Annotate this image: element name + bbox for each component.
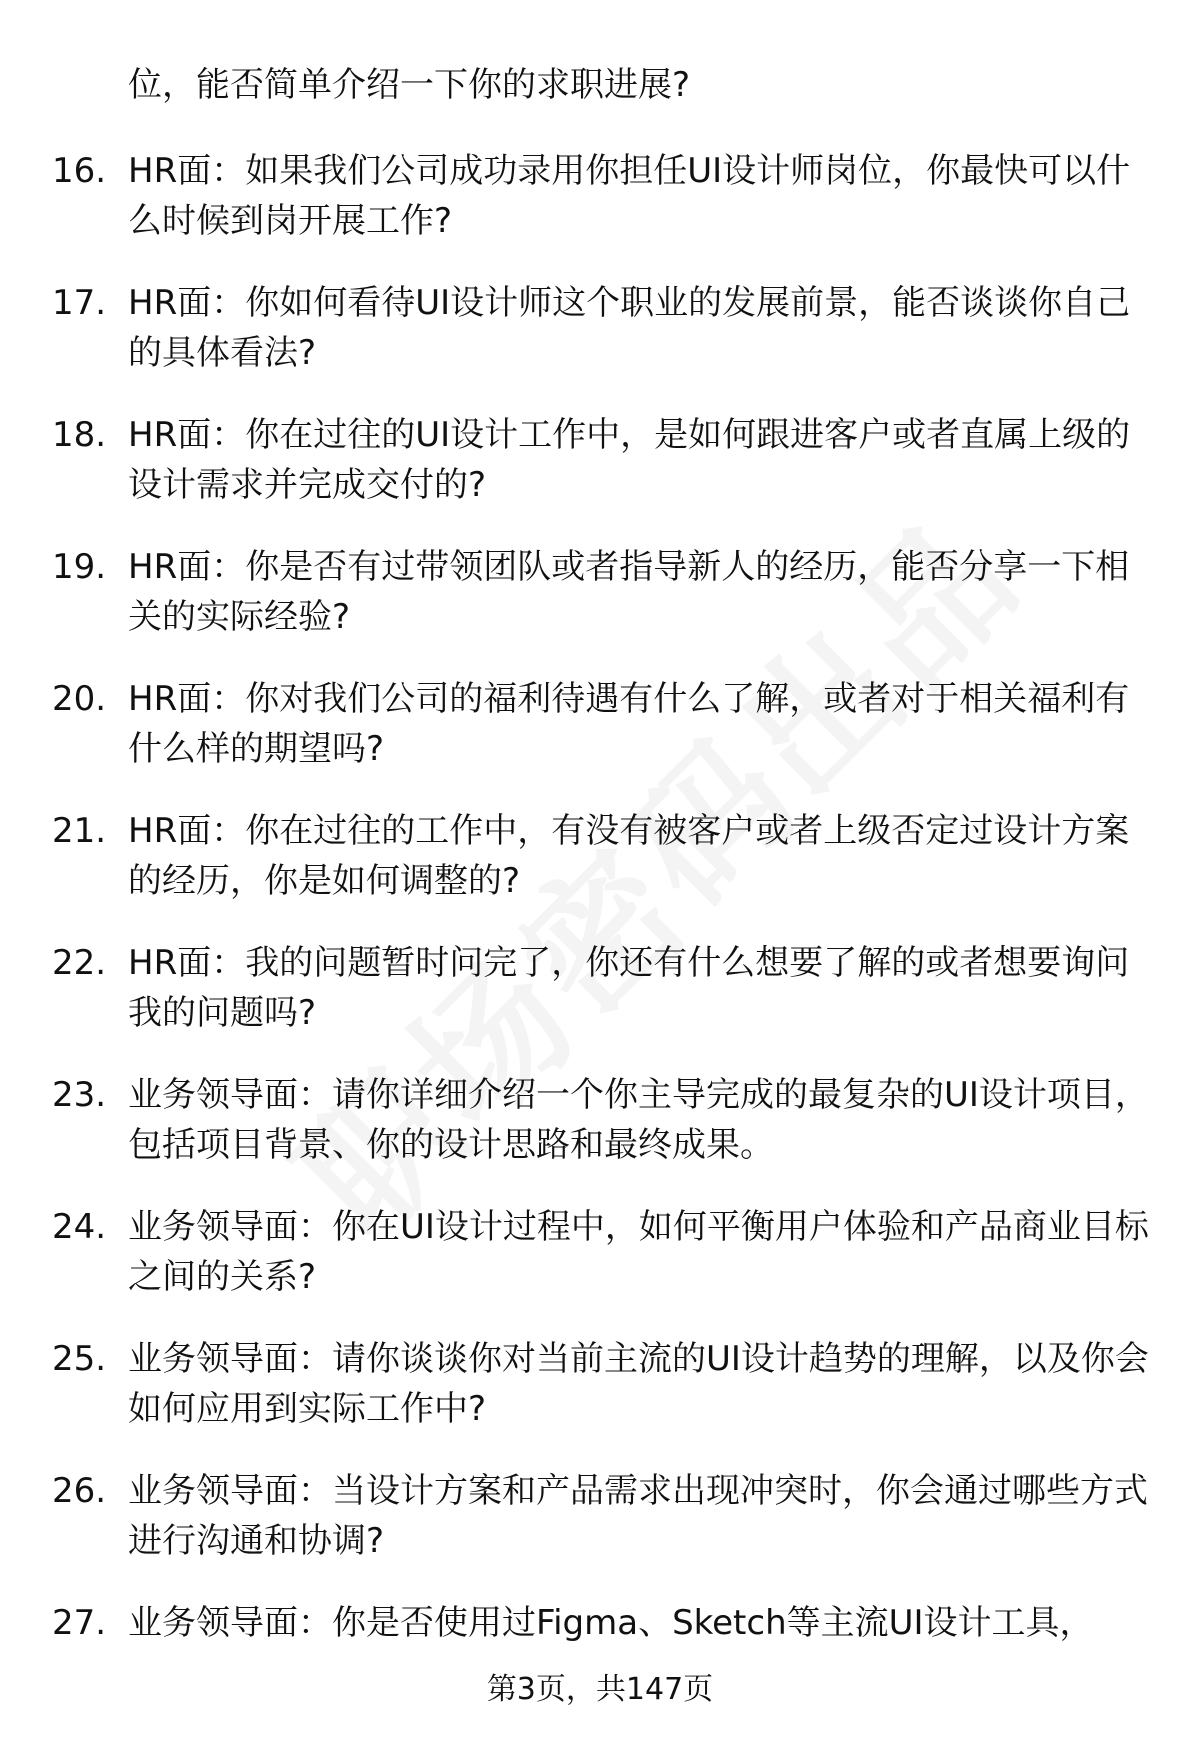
question-list — [0, 146, 1200, 1730]
question-item — [0, 542, 1200, 674]
question-text: HR面：你对我们公司的福利待遇有什么了解，或者对于相关福利有什么样的期望吗? — [128, 679, 1130, 769]
question-item — [0, 1202, 1200, 1334]
question-text: HR面：我的问题暂时问完了，你还有什么想要了解的或者想要询问我的问题吗? — [128, 943, 1130, 1033]
question-number: 26. — [52, 1471, 107, 1511]
question-text: HR面：你如何看待UI设计师这个职业的发展前景，能否谈谈你自己的具体看法? — [128, 283, 1131, 373]
question-number: 27. — [52, 1603, 107, 1643]
question-number: 22. — [52, 943, 107, 983]
question-item — [0, 806, 1200, 938]
question-number: 25. — [52, 1339, 107, 1379]
question-item — [0, 278, 1200, 410]
question-number: 24. — [52, 1207, 107, 1247]
question-item — [0, 1070, 1200, 1202]
question-text: 业务领导面：请你谈谈你对当前主流的UI设计趋势的理解，以及你会如何应用到实际工作中? — [128, 1339, 1149, 1429]
question-number: 16. — [52, 151, 107, 191]
question-number: 17. — [52, 283, 107, 323]
question-text: HR面：如果我们公司成功录用你担任UI设计师岗位，你最快可以什么时候到岗开展工作? — [128, 151, 1131, 241]
question-text: 业务领导面：你是否使用过Figma、Sketch等主流UI设计工具， — [128, 1603, 1094, 1643]
question-text: 业务领导面：你在UI设计过程中，如何平衡用户体验和产品商业目标之间的关系? — [128, 1207, 1149, 1297]
question-number: 21. — [52, 811, 107, 851]
question-number: 19. — [52, 547, 107, 587]
question-number: 23. — [52, 1075, 107, 1115]
question-item — [0, 410, 1200, 542]
question-number: 18. — [52, 415, 107, 455]
question-item — [0, 674, 1200, 806]
question-text: HR面：你在过往的UI设计工作中，是如何跟进客户或者直属上级的设计需求并完成交付的? — [128, 415, 1131, 505]
question-item — [0, 1598, 1200, 1730]
question-number: 20. — [52, 679, 107, 719]
question-item — [0, 1466, 1200, 1598]
question-item — [0, 146, 1200, 278]
question-text: HR面：你是否有过带领团队或者指导新人的经历，能否分享一下相关的实际经验? — [128, 547, 1130, 637]
page-number-footer: 第3页，共147页 — [486, 1672, 714, 1707]
question-text: HR面：你在过往的工作中，有没有被客户或者上级否定过设计方案的经历，你是如何调整的? — [128, 811, 1130, 901]
question-item — [0, 938, 1200, 1070]
question-text: 业务领导面：请你详细介绍一个你主导完成的最复杂的UI设计项目，包括项目背景、你的设计思路和最终成果。 — [128, 1075, 1149, 1165]
question-item — [0, 1334, 1200, 1466]
continued-question-text: 位，能否简单介绍一下你的求职进展? — [128, 65, 691, 105]
question-text: 业务领导面：当设计方案和产品需求出现冲突时，你会通过哪些方式进行沟通和协调? — [128, 1471, 1148, 1561]
